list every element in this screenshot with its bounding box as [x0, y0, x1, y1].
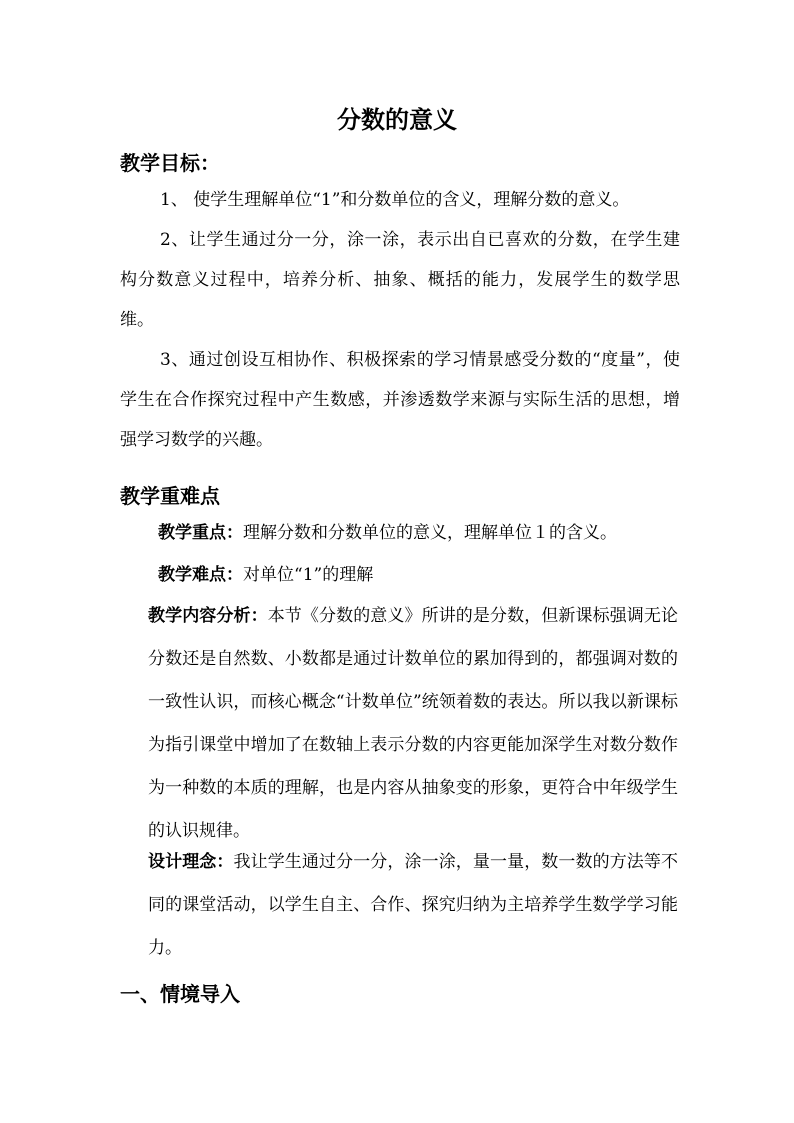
analysis-label: 教学内容分析： [148, 606, 268, 626]
key-points-heading: 教学重难点 [120, 484, 220, 508]
difficulty-text: 对单位“1”的理解 [243, 565, 374, 585]
difficulty-label: 教学难点： [158, 565, 243, 585]
focus-text: 理解分数和分数单位的意义，理解单位１的含义。 [243, 523, 617, 543]
difficulty-line [158, 555, 373, 595]
design-label: 设计理念： [148, 852, 234, 872]
objective-item-3: 3、通过创设互相协作、积极探索的学习情景感受分数的“度量”，使学生在合作探究过程中产生数感，并渗透数学来源与实际生活的思想，增强学习数学的兴趣。 [120, 350, 680, 450]
objectives-list [120, 180, 680, 460]
page-title: 分数的意义 [337, 106, 457, 134]
design-text: 我让学生通过分一分，涂一涂，量一量，数一数的方法等不同的课堂活动，以学生自主、合作、探究归纳为主培养学生数学学习能力。 [148, 852, 678, 958]
objective-item-1: 1、 使学生理解单位“1”和分数单位的含义，理解分数的意义。 [160, 190, 630, 210]
analysis-paragraph [148, 595, 678, 853]
focus-label: 教学重点： [158, 523, 243, 543]
design-paragraph [148, 841, 678, 970]
section1-heading: 一、情境导入 [120, 982, 240, 1006]
objectives-heading: 教学目标： [120, 151, 220, 175]
focus-line [158, 513, 617, 553]
objective-item-2: 2、让学生通过分一分，涂一涂，表示出自已喜欢的分数，在学生建构分数意义过程中，培养分析、抽象、概括的能力，发展学生的数学思维。 [120, 230, 680, 330]
analysis-text: 本节《分数的意义》所讲的是分数，但新课标强调无论分数还是自然数、小数都是通过计数单位的累加得到的，都强调对数的一致性认识，而核心概念“计数单位”统领着数的表达。所以我以新课标为指引课堂中增加了在数轴上表示分数的内容更能加深学生对数分数作为一种数的本质的理解，也是内容从抽象变的形象，更符合中年级学生的认识规律。 [148, 606, 679, 841]
